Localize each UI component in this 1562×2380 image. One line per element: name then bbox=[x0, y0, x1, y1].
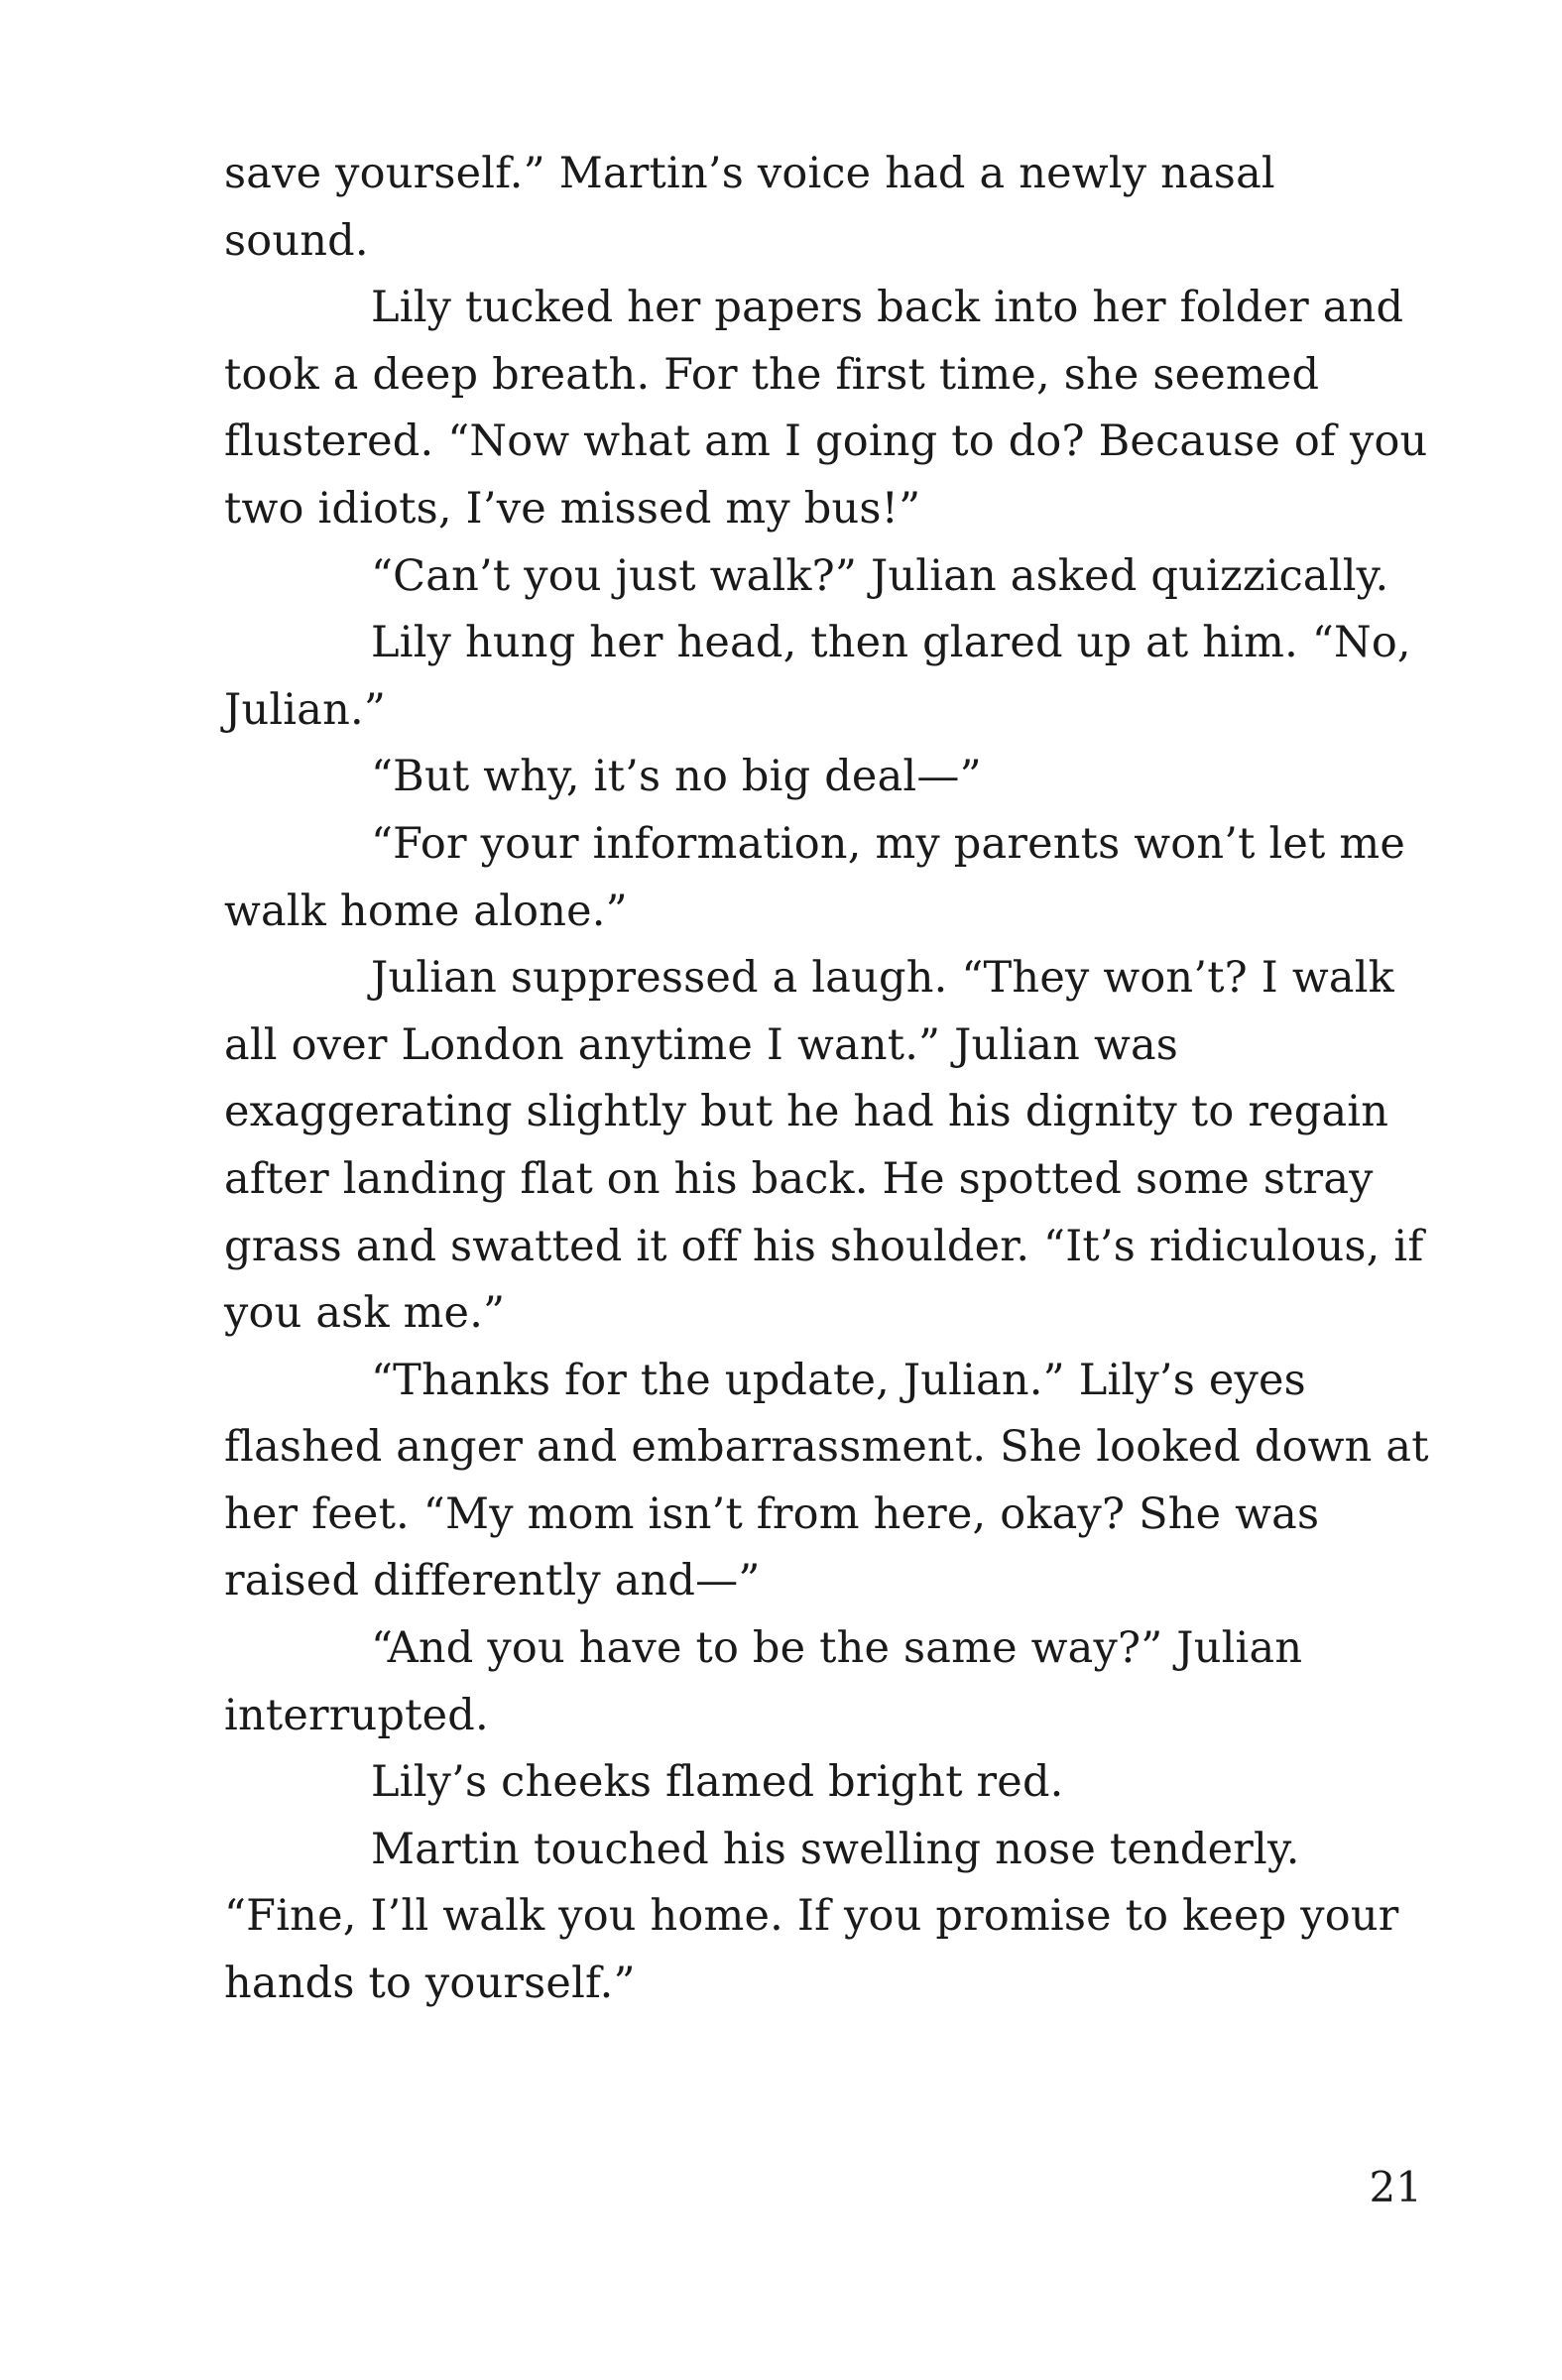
paragraph: “But why, it’s no big deal—” bbox=[371, 752, 982, 802]
paragraph: Lily’s cheeks flamed bright red. bbox=[371, 1757, 1064, 1808]
page-number: 21 bbox=[1369, 2163, 1422, 2211]
paragraph: Lily hung her head, then glared up at him. “No, Julian.” bbox=[224, 618, 1411, 735]
paragraph: “And you have to be the same way?” Julian interrupted. bbox=[224, 1623, 1303, 1740]
paragraph: save yourself.” Martin’s voice had a newly nasal sound. bbox=[224, 149, 1275, 266]
paragraph: “Thanks for the update, Julian.” Lily’s eyes flashed anger and embarrassment. She looked down at her feet. “My mom isn’t from here, okay? She was raised differently and—” bbox=[224, 1355, 1429, 1606]
body-text bbox=[224, 141, 1429, 2018]
paragraph: Lily tucked her papers back into her folder and took a deep breath. For the first time, she seemed flustered. “Now what am I going to do? Because of you two idiots, I’ve missed my bus!” bbox=[224, 283, 1428, 534]
paragraph: “For your information, my parents won’t let me walk home alone.” bbox=[224, 818, 1406, 936]
paragraph: Julian suppressed a laugh. “They won’t? I walk all over London anytime I want.” Julian was exaggerating slightly but he had his dignity to regain after landing flat on his back. He spotted some stray grass and swatted it off his shoulder. “It’s ridiculous, if you ask me.” bbox=[224, 953, 1424, 1339]
paragraph: Martin touched his swelling nose tenderly. “Fine, I’ll walk you home. If you promise to keep your hands to yourself.” bbox=[224, 1824, 1399, 2009]
paragraph: “Can’t you just walk?” Julian asked quizzically. bbox=[371, 550, 1389, 601]
